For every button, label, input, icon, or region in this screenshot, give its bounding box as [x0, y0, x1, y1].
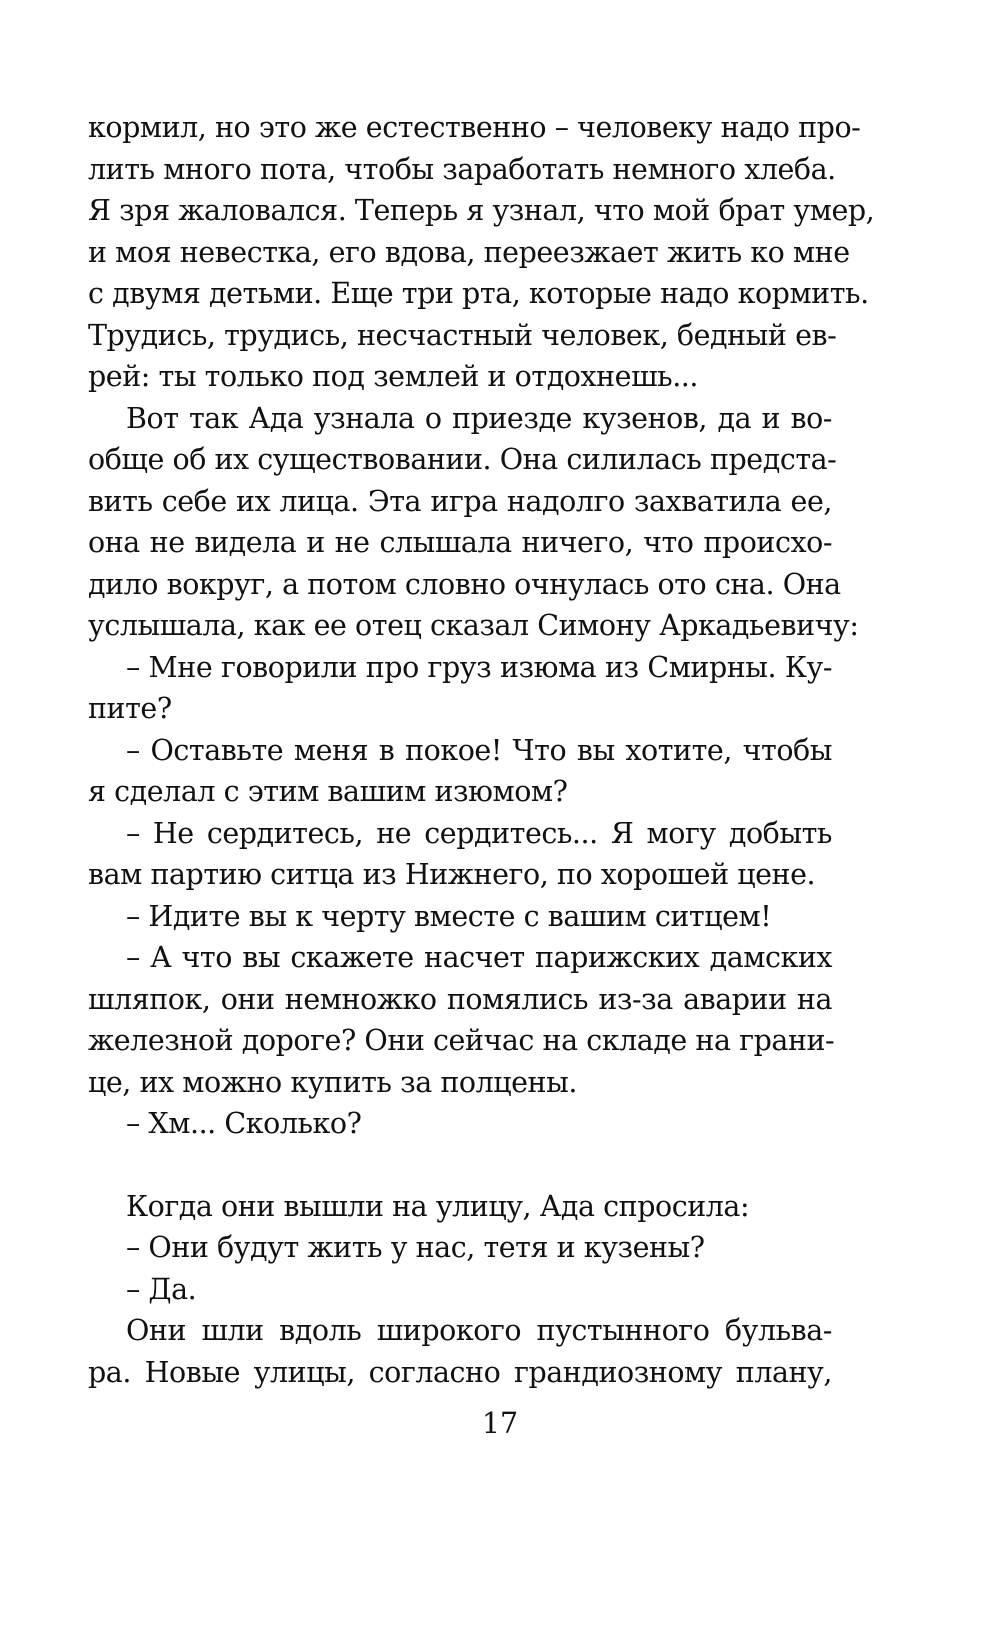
text-line: Я зря жаловался. Теперь я узнал, что мой брат умер, [88, 194, 875, 227]
text-line: вам партию ситца из Нижнего, по хорошей цене. [88, 858, 816, 891]
dialogue-line: – Оставьте меня в покое! Что вы хотите, чтобы [126, 733, 832, 767]
dialogue-line: – Хм... Сколько? [126, 1107, 362, 1140]
text-line: ра. Новые улицы, согласно грандиозному плану, [88, 1355, 832, 1389]
text-line: Вот так Ада узнала о приезде кузенов, да и во- [126, 401, 832, 435]
text-line: я сделал с этим вашим изюмом? [88, 775, 568, 808]
dialogue-line: – Да. [126, 1272, 197, 1306]
dialogue-line: – А что вы скажете насчет парижских дамских [126, 941, 832, 974]
text-line: она не видела и не слышала ничего, что происхо- [88, 526, 832, 559]
text-line: лить много пота, чтобы заработать немного хлеба. [88, 152, 836, 186]
page-body-text [88, 107, 875, 1393]
text-line: и моя невестка, его вдова, переезжает жить ко мне [88, 235, 850, 269]
text-line: Когда они вышли на улицу, Ада спросила: [126, 1189, 750, 1223]
text-line: вить себе их лица. Эта игра надолго захватила ее, [88, 484, 832, 518]
text-line: дило вокруг, а потом словно очнулась ото сна. Она [88, 567, 841, 601]
text-line: пите? [88, 692, 172, 725]
text-line: рей: ты только под землей и отдохнешь... [88, 360, 699, 393]
page-number: 17 [481, 1407, 519, 1440]
dialogue-line: – Они будут жить у нас, тетя и кузены? [126, 1231, 705, 1264]
text-line: обще об их существовании. Она силилась предста- [88, 443, 837, 476]
text-line: с двумя детьми. Еще три рта, которые надо кормить. [88, 277, 869, 310]
text-line: железной дороге? Они сейчас на складе на грани- [88, 1024, 835, 1057]
text-line: услышала, как ее отец сказал Симону Аркадьевичу: [88, 609, 859, 642]
dialogue-line: – Мне говорили про груз изюма из Смирны. Ку- [126, 650, 832, 684]
dialogue-line: – Не сердитесь, не сердитесь... Я могу добыть [126, 816, 832, 850]
text-line: шляпок, они немножко помялись из-за аварии на [88, 982, 832, 1016]
text-line: Они шли вдоль широкого пустынного бульва- [126, 1314, 832, 1347]
dialogue-line: – Идите вы к черту вместе с вашим ситцем! [126, 899, 772, 933]
section-break [88, 1145, 832, 1186]
text-line: кормил, но это же естественно – человеку надо про- [88, 111, 861, 144]
text-line: Трудись, трудись, несчастный человек, бедный ев- [88, 318, 837, 352]
text-line: це, их можно купить за полцены. [88, 1065, 577, 1099]
